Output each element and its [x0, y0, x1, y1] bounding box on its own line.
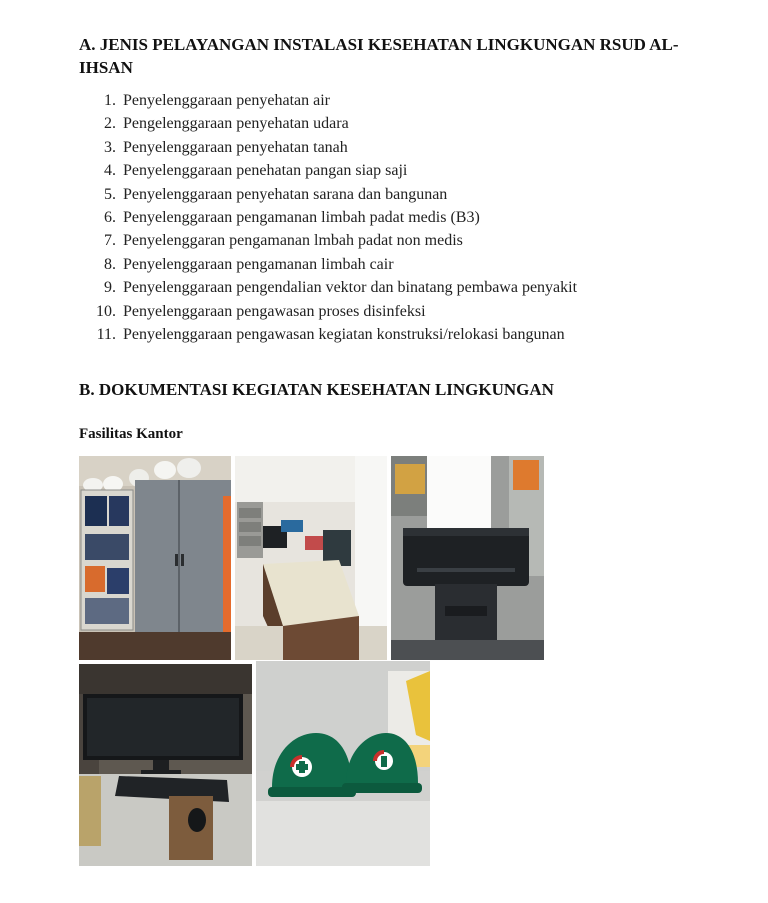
- list-item: 1. Penyelenggaraan penyehatan air: [104, 92, 331, 109]
- photo-office-desk: [235, 456, 387, 660]
- list-item: 10. Penyelenggaraan pengawasan proses disinfeksi: [96, 302, 426, 320]
- photo-printer: [391, 456, 544, 660]
- list-item: 2. Pengelenggaraan penyehatan udara: [104, 115, 349, 133]
- list-item: 8. Penyelenggaraan pengamanan limbah cair: [104, 255, 394, 273]
- list-item: 6. Penyelenggaraan pengamanan limbah padat medis (B3): [104, 209, 480, 227]
- list-item: 7. Penyelenggaran pengamanan lmbah padat non medis: [104, 232, 463, 250]
- service-list: [92, 89, 577, 346]
- list-item: 4. Penyelenggaraan penehatan pangan siap saji: [104, 162, 408, 180]
- section-a-title: A. JENIS PELAYANGAN INSTALASI KESEHATAN LINGKUNGAN RSUD AL-IHSAN: [79, 35, 679, 77]
- list-item: 5. Penyelenggaraan penyehatan sarana dan bangunan: [104, 185, 448, 203]
- photo-computer: [79, 664, 252, 866]
- photo-caption-fasilitas-kantor: Fasilitas Kantor: [79, 426, 183, 442]
- list-item: 3. Penyelenggaraan penyehatan tanah: [104, 138, 348, 156]
- list-item: 11. Penyelenggaraan pengawasan kegiatan konstruksi/relokasi bangunan: [96, 326, 565, 344]
- list-item: 9. Penyelenggaraan pengendalian vektor dan binatang pembawa penyakit: [104, 279, 578, 297]
- section-b-title: B. DOKUMENTASI KEGIATAN KESEHATAN LINGKUNGAN: [79, 380, 554, 399]
- photo-safety-helmets: [256, 661, 430, 866]
- photo-storage-cabinet: [79, 456, 231, 660]
